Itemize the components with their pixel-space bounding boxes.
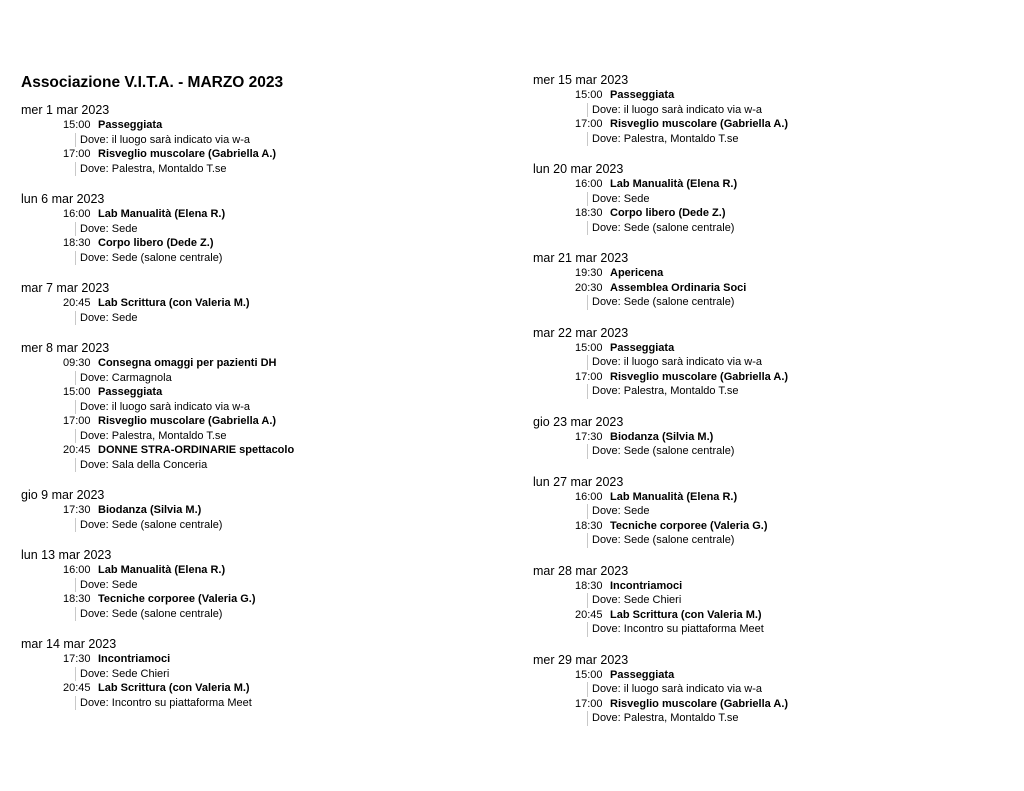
event-location: Dove: il luogo sarà indicato via w-a: [587, 682, 1003, 697]
event-line: [533, 430, 1003, 445]
event-name: Assemblea Ordinaria Soci: [610, 281, 747, 294]
event-line: [21, 563, 491, 578]
event-name: Passeggiata: [98, 386, 163, 398]
event-location: Dove: Sede (salone centrale): [587, 295, 1003, 310]
event-line: [21, 652, 491, 667]
event-time: 19:30: [575, 267, 603, 279]
event-time: 17:00: [575, 118, 603, 130]
event-location: Dove: Sede (salone centrale): [75, 518, 491, 533]
event-location: Dove: il luogo sarà indicato via w-a: [75, 133, 491, 148]
event-location: Dove: Palestra, Montaldo T.se: [587, 711, 1003, 726]
event-location: Dove: il luogo sarà indicato via w-a: [587, 103, 1003, 118]
event-time: 18:30: [63, 593, 91, 605]
event-time: 20:45: [63, 444, 91, 456]
day-block: [533, 73, 1003, 146]
event-time: 09:30: [63, 357, 91, 369]
day-block: [21, 637, 491, 710]
event-line: [21, 385, 491, 400]
event-location: Dove: il luogo sarà indicato via w-a: [587, 355, 1003, 370]
event-time: 18:30: [63, 237, 91, 249]
event-line: [533, 370, 1003, 385]
event-line: [21, 118, 491, 133]
event-line: [21, 443, 491, 458]
day-block: [533, 251, 1003, 310]
event-time: 18:30: [575, 579, 603, 592]
event-time: 20:30: [575, 281, 603, 294]
event-name: Biodanza (Silvia M.): [610, 430, 714, 443]
event-name: Passeggiata: [610, 668, 675, 681]
event-line: [21, 296, 491, 311]
event-location: Dove: Sede Chieri: [75, 667, 491, 682]
event-line: [21, 236, 491, 251]
event-name: DONNE STRA-ORDINARIE spettacolo: [98, 444, 295, 456]
event-name: Incontriamoci: [610, 579, 683, 592]
day-date: mar 7 mar 2023: [21, 281, 110, 295]
event-time: 18:30: [575, 519, 603, 532]
event-location: Dove: Palestra, Montaldo T.se: [75, 429, 491, 444]
event-line: [533, 206, 1003, 221]
day-block: [533, 326, 1003, 399]
event-name: Incontriamoci: [98, 653, 171, 665]
event-name: Corpo libero (Dede Z.): [610, 207, 726, 219]
day-block: [21, 281, 491, 325]
event-location: Dove: Palestra, Montaldo T.se: [75, 162, 491, 177]
day-date: lun 20 mar 2023: [533, 162, 624, 176]
event-name: Risveglio muscolare (Gabriella A.): [610, 697, 789, 710]
event-time: 15:00: [63, 386, 91, 398]
event-time: 15:00: [575, 668, 603, 681]
day-block: [21, 103, 491, 176]
event-line: [21, 147, 491, 162]
event-location: Dove: Sala della Conceria: [75, 458, 491, 473]
event-line: [533, 608, 1003, 623]
event-time: 17:00: [575, 370, 603, 383]
event-location: Dove: Sede (salone centrale): [75, 607, 491, 622]
event-time: 15:00: [63, 119, 91, 131]
event-line: [21, 414, 491, 429]
event-time: 20:45: [63, 682, 91, 694]
event-line: [21, 356, 491, 371]
day-block: [533, 564, 1003, 637]
event-name: Lab Scrittura (con Valeria M.): [98, 297, 250, 309]
event-name: Lab Manualità (Elena R.): [610, 490, 738, 503]
event-name: Risveglio muscolare (Gabriella A.): [98, 148, 277, 160]
event-name: Lab Manualità (Elena R.): [98, 208, 226, 220]
event-name: Passeggiata: [610, 341, 675, 354]
page-title: Associazione V.I.T.A. - MARZO 2023: [21, 74, 284, 91]
day-date: mar 14 mar 2023: [21, 637, 117, 651]
day-date: gio 9 mar 2023: [21, 488, 105, 502]
event-line: [21, 592, 491, 607]
event-name: Lab Manualità (Elena R.): [98, 564, 226, 576]
event-time: 17:30: [63, 653, 91, 665]
event-line: [533, 668, 1003, 683]
day-date: mar 28 mar 2023: [533, 563, 629, 578]
event-location: Dove: Carmagnola: [75, 371, 491, 386]
event-time: 17:00: [63, 148, 91, 160]
event-line: [533, 177, 1003, 192]
day-date: lun 13 mar 2023: [21, 548, 112, 562]
event-line: [533, 697, 1003, 712]
event-location: Dove: Sede Chieri: [587, 593, 1003, 608]
calendar-column-right: [533, 73, 1003, 742]
event-line: [21, 681, 491, 696]
day-block: [21, 341, 491, 472]
event-time: 18:30: [575, 207, 603, 219]
event-location: Dove: Incontro su piattaforma Meet: [75, 696, 491, 711]
event-name: Risveglio muscolare (Gabriella A.): [98, 415, 277, 427]
event-time: 16:00: [575, 178, 603, 190]
event-line: [21, 503, 491, 518]
day-date: mer 29 mar 2023: [533, 652, 629, 667]
event-name: Corpo libero (Dede Z.): [98, 237, 214, 249]
event-location: Dove: il luogo sarà indicato via w-a: [75, 400, 491, 415]
event-line: [533, 341, 1003, 356]
event-name: Consegna omaggi per pazienti DH: [98, 357, 277, 369]
event-location: Dove: Sede (salone centrale): [587, 533, 1003, 548]
event-name: Apericena: [610, 267, 664, 279]
event-name: Risveglio muscolare (Gabriella A.): [610, 370, 789, 383]
event-location: Dove: Sede (salone centrale): [587, 221, 1003, 236]
event-time: 16:00: [63, 564, 91, 576]
day-block: [21, 548, 491, 621]
event-line: [533, 519, 1003, 534]
event-name: Passeggiata: [610, 89, 675, 101]
event-line: [533, 266, 1003, 281]
day-date: lun 27 mar 2023: [533, 474, 624, 489]
event-location: Dove: Sede: [587, 192, 1003, 207]
event-line: [21, 207, 491, 222]
event-line: [533, 490, 1003, 505]
day-date: mar 21 mar 2023: [533, 251, 629, 265]
event-line: [533, 88, 1003, 103]
day-block: [533, 415, 1003, 459]
event-time: 17:30: [63, 504, 91, 516]
event-time: 20:45: [63, 297, 91, 309]
event-name: Biodanza (Silvia M.): [98, 504, 202, 516]
event-location: Dove: Sede: [75, 222, 491, 237]
day-date: mer 8 mar 2023: [21, 341, 110, 355]
event-time: 15:00: [575, 341, 603, 354]
event-location: Dove: Palestra, Montaldo T.se: [587, 132, 1003, 147]
event-location: Dove: Incontro su piattaforma Meet: [587, 622, 1003, 637]
event-line: [533, 117, 1003, 132]
day-block: [533, 475, 1003, 548]
event-location: Dove: Sede: [587, 504, 1003, 519]
event-name: Risveglio muscolare (Gabriella A.): [610, 118, 789, 130]
event-location: Dove: Sede (salone centrale): [587, 444, 1003, 459]
event-location: Dove: Sede: [75, 311, 491, 326]
event-location: Dove: Sede: [75, 578, 491, 593]
day-block: [533, 162, 1003, 235]
event-name: Tecniche corporee (Valeria G.): [98, 593, 256, 605]
day-date: mer 1 mar 2023: [21, 103, 110, 117]
event-location: Dove: Palestra, Montaldo T.se: [587, 384, 1003, 399]
event-name: Lab Manualità (Elena R.): [610, 178, 738, 190]
event-time: 16:00: [575, 490, 603, 503]
event-time: 17:00: [575, 697, 603, 710]
day-block: [21, 192, 491, 265]
event-time: 16:00: [63, 208, 91, 220]
event-time: 20:45: [575, 608, 603, 621]
day-date: gio 23 mar 2023: [533, 414, 624, 429]
event-line: [533, 579, 1003, 594]
calendar-column-left: [21, 103, 491, 726]
day-date: mer 15 mar 2023: [533, 73, 629, 87]
day-block: [533, 653, 1003, 726]
day-date: lun 6 mar 2023: [21, 192, 105, 206]
day-date: mar 22 mar 2023: [533, 325, 629, 340]
day-block: [21, 488, 491, 532]
event-line: [533, 281, 1003, 296]
event-time: 17:00: [63, 415, 91, 427]
event-name: Lab Scrittura (con Valeria M.): [98, 682, 250, 694]
event-name: Tecniche corporee (Valeria G.): [610, 519, 768, 532]
event-name: Passeggiata: [98, 119, 163, 131]
event-time: 15:00: [575, 89, 603, 101]
event-time: 17:30: [575, 430, 603, 443]
event-name: Lab Scrittura (con Valeria M.): [610, 608, 762, 621]
event-location: Dove: Sede (salone centrale): [75, 251, 491, 266]
